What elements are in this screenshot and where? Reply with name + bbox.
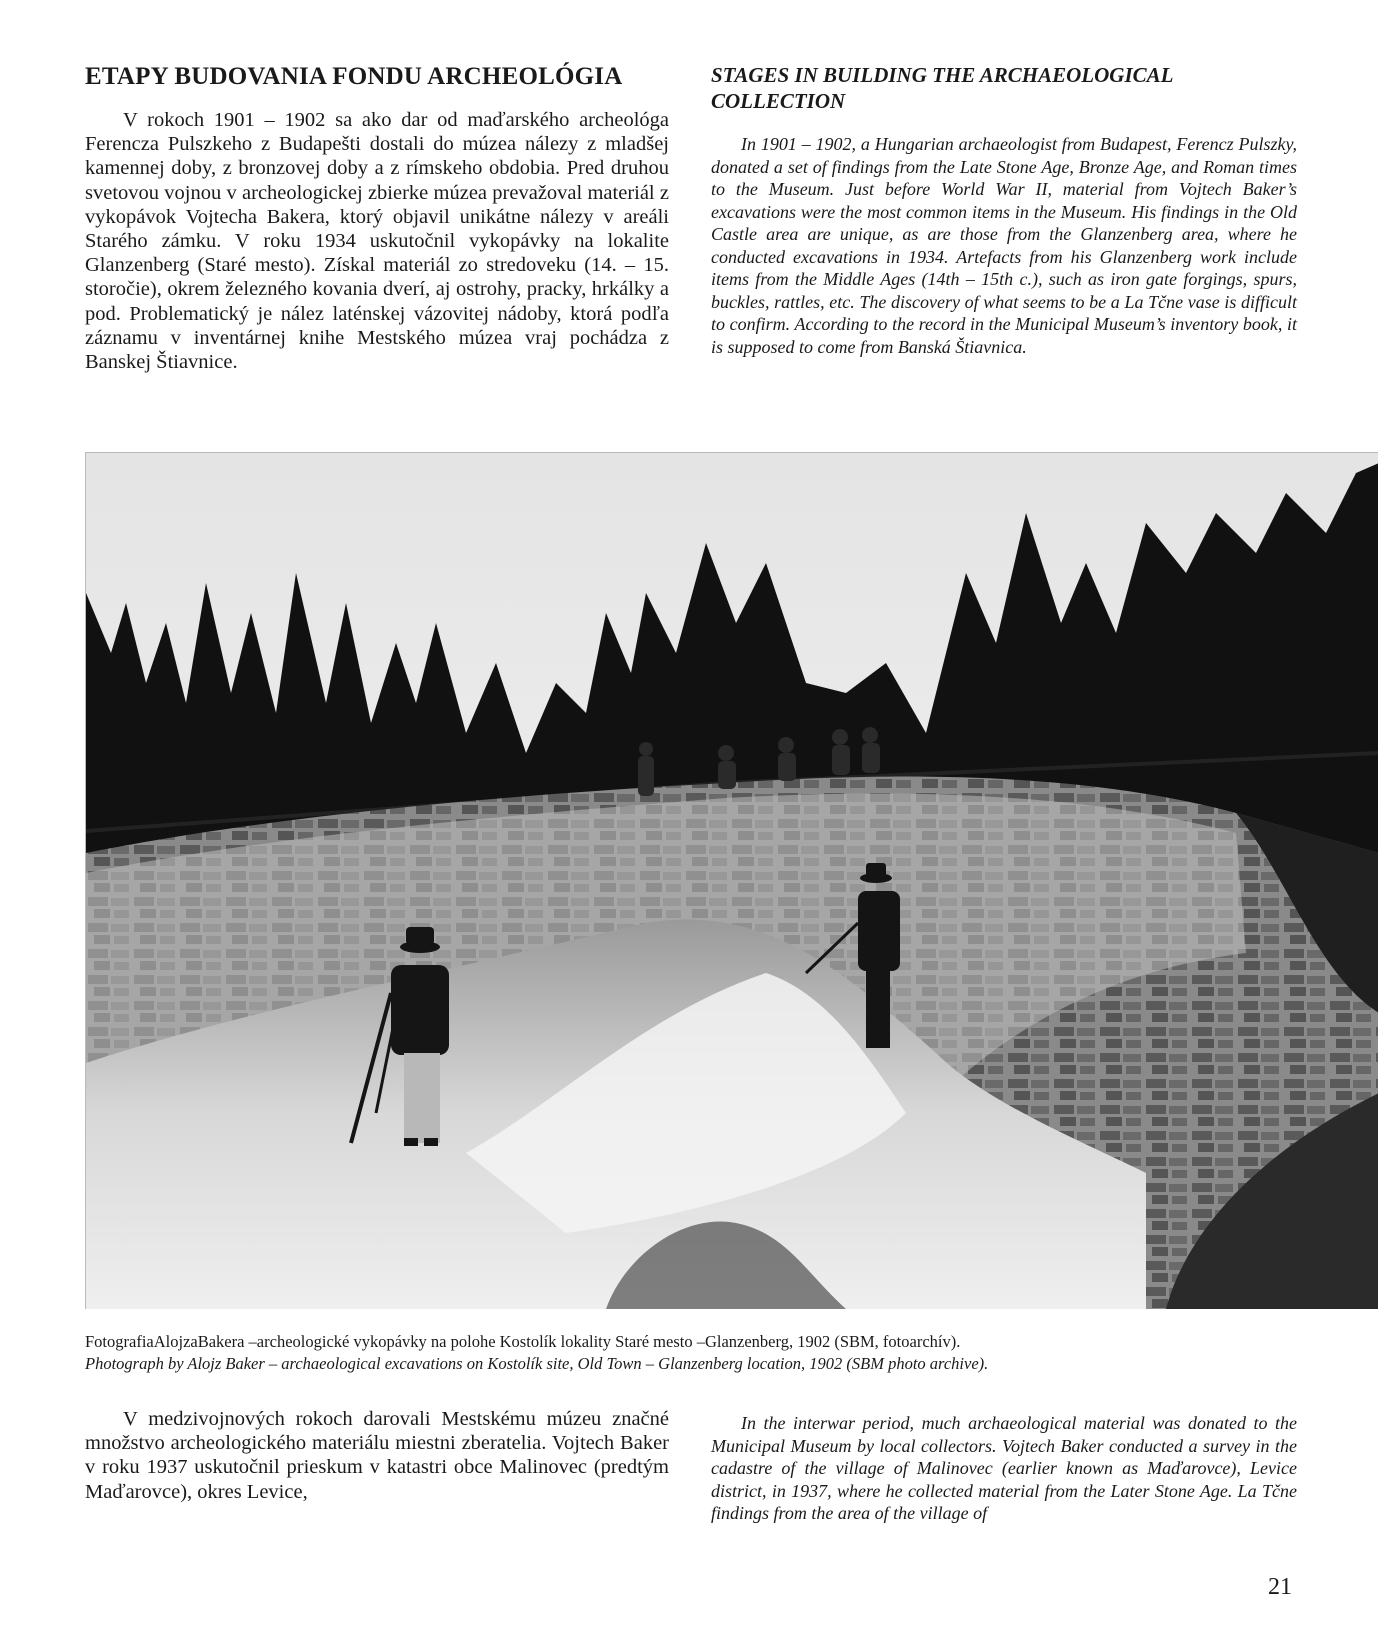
page-number: 21 — [1268, 1574, 1292, 1600]
paragraph-sk-2: V medzivojnových rokoch darovali Mestskému múzeu značné množstvo archeologického materiálu miestni zberatelia. Vojtech Baker v roku 1937 uskutočnil prieskum v katastri obce Malinovec (predtým Maďarovce), okres Levice, — [85, 1408, 669, 1503]
section-heading-sk: ETAPY BUDOVANIA FONDU ARCHEOLÓGIA — [85, 63, 623, 90]
section-heading-en: STAGES IN BUILDING THE ARCHAEOLOGICAL COLLECTION — [711, 63, 1173, 113]
photo-caption-en: Photograph by Alojz Baker – archaeological excavations on Kostolík site, Old Town – Glanzenberg location, 1902 (SBM photo archive). — [85, 1354, 989, 1373]
photo-caption-sk: FotografiaAlojzaBakera –archeologické vykopávky na polohe Kostolík lokality Staré mesto –Glanzenberg, 1902 (SBM, fotoarchív). — [85, 1332, 961, 1351]
paragraph-sk-1: V rokoch 1901 – 1902 sa ako dar od maďarského archeológa Ferencza Pulszkeho z Budapešti dostali do múzea nálezy z mladšej kamennej doby, z bronzovej doby a z rímskeho obdobia. Pred druhou svetovou vojnou v archeologickej zbierke múzea prevažoval materiál z vykopávok Vojtecha Bakera, ktorý objavil unikátne nálezy v areáli Starého zámku. V roku 1934 uskutočnil vykopávky na lokalite Glanzenberg (Staré mesto). Získal materiál zo stredoveku (14. – 15. storočie), okrem železného kovania dverí, aj ostrohy, pracky, hrkálky a pod. Problematický je nález laténskej vázovitej nádoby, ktorá podľa záznamu v inventárnej knihe Mestského múzea vraj pochádza z Banskej Štiavnice. — [85, 109, 669, 374]
paragraph-en-2: In the interwar period, much archaeological material was donated to the Municipal Museum by local collectors. Vojtech Baker conducted a survey in the cadastre of the village of Malinovec (earlier known as Maďarovce), Levice district, in 1937, where he collected material from the Later Stone Age. La Tčne findings from the area of the village of — [711, 1413, 1297, 1523]
excavation-photograph — [85, 452, 1378, 1309]
paragraph-en-1: In 1901 – 1902, a Hungarian archaeologist from Budapest, Ferencz Pulszky, donated a set of findings from the Late Stone Age, Bronze Age, and Roman times to the Museum. Just before World War II, material from Vojtech Baker’s excavations were the most common items in the Museum. His findings in the Old Castle area are unique, as are those from the Glanzenberg area, where he conducted excavations in 1934. Artefacts from his Glanzenberg work include items from the Middle Ages (14th – 15th c.), such as iron gate forgings, spurs, buckles, rattles, etc. The discovery of what seems to be a La Tčne vase is difficult to confirm. According to the record in the Municipal Museum’s inventory book, it is supposed to come from Banská Štiavnica. — [711, 134, 1297, 357]
